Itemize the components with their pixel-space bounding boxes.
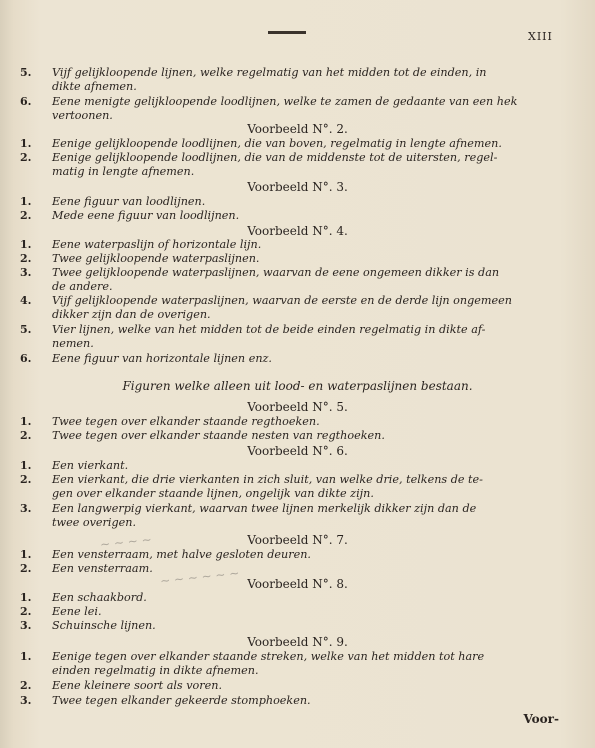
item-text: dikte afnemen.: [52, 80, 137, 93]
item-number: 2.: [20, 151, 32, 164]
item-number: 1.: [20, 415, 32, 428]
example-heading: Voorbeeld N°. 2.: [247, 122, 348, 136]
item-number: 2.: [20, 252, 32, 265]
item-text: Eene figuur van loodlijnen.: [52, 195, 206, 208]
item-text: Eenige gelijkloopende loodlijnen, die van de middenste tot de uitersten, regel-: [52, 151, 498, 164]
example-heading: Voorbeeld N°. 6.: [247, 444, 348, 458]
item-text: matig in lengte afnemen.: [52, 165, 195, 178]
item-text: Twee gelijkloopende waterpaslijnen.: [52, 252, 260, 265]
item-text: Eene waterpaslijn of horizontale lijn.: [52, 238, 262, 251]
item-number: 2.: [20, 679, 32, 692]
item-text: Eene lei.: [52, 605, 102, 618]
catchword: Voor-: [523, 712, 559, 726]
item-text: Twee tegen over elkander staande nesten van regthoeken.: [52, 429, 385, 442]
item-number: 2.: [20, 562, 32, 575]
item-number: 1.: [20, 238, 32, 251]
item-text: Eenige tegen over elkander staande streken, welke van het midden tot hare: [52, 650, 485, 663]
item-text: vertoonen.: [52, 109, 113, 122]
header-rule: [268, 31, 306, 34]
item-number: 1.: [20, 137, 32, 150]
item-number: 3.: [20, 694, 32, 707]
item-text: Een vierkant, die drie vierkanten in zich sluit, van welke drie, telkens de te-: [52, 473, 483, 486]
item-number: 1.: [20, 548, 32, 561]
item-text: Vier lijnen, welke van het midden tot de beide einden regelmatig in dikte af-: [52, 323, 486, 336]
item-text: de andere.: [52, 280, 113, 293]
example-heading: Voorbeeld N°. 7.: [247, 533, 348, 547]
item-number: 3.: [20, 266, 32, 279]
item-text: Mede eene figuur van loodlijnen.: [52, 209, 240, 222]
item-number: 3.: [20, 502, 32, 515]
item-text: Een vierkant.: [52, 459, 129, 472]
item-number: 1.: [20, 591, 32, 604]
item-text: Schuinsche lijnen.: [52, 619, 156, 632]
item-number: 6.: [20, 352, 32, 365]
item-number: 2.: [20, 605, 32, 618]
item-text: Eene menigte gelijkloopende loodlijnen, welke te zamen de gedaante van een hek: [52, 95, 518, 108]
page-number: XIII: [528, 30, 553, 43]
item-number: 2.: [20, 429, 32, 442]
item-number: 5.: [20, 66, 32, 79]
item-text: Twee tegen elkander gekeerde stomphoeken.: [52, 694, 311, 707]
item-number: 6.: [20, 95, 32, 108]
example-heading: Voorbeeld N°. 4.: [247, 224, 348, 238]
section-heading: Figuren welke alleen uit lood- en waterpaslijnen bestaan.: [122, 379, 473, 393]
item-number: 4.: [20, 294, 32, 307]
item-number: 5.: [20, 323, 32, 336]
item-text: Eene kleinere soort als voren.: [52, 679, 223, 692]
item-text: gen over elkander staande lijnen, ongelijk van dikte zijn.: [52, 487, 374, 500]
item-text: Twee gelijkloopende waterpaslijnen, waarvan de eene ongemeen dikker is dan: [52, 266, 500, 279]
item-text: Eene figuur van horizontale lijnen enz.: [52, 352, 272, 365]
item-text: Vijf gelijkloopende lijnen, welke regelmatig van het midden tot de einden, in: [52, 66, 487, 79]
item-text: nemen.: [52, 337, 94, 350]
item-text: Een vensterraam.: [52, 562, 153, 575]
item-text: Twee tegen over elkander staande regthoeken.: [52, 415, 320, 428]
item-text: einden regelmatig in dikte afnemen.: [52, 664, 259, 677]
item-text: Een langwerpig vierkant, waarvan twee lijnen merkelijk dikker zijn dan de: [52, 502, 477, 515]
item-text: twee overigen.: [52, 516, 137, 529]
item-number: 3.: [20, 619, 32, 632]
item-text: Een schaakbord.: [52, 591, 147, 604]
item-text: Vijf gelijkloopende waterpaslijnen, waarvan de eerste en de derde lijn ongemeen: [52, 294, 512, 307]
example-heading: Voorbeeld N°. 3.: [247, 180, 348, 194]
example-heading: Voorbeeld N°. 5.: [247, 400, 348, 414]
item-number: 2.: [20, 473, 32, 486]
item-text: dikker zijn dan de overigen.: [52, 308, 211, 321]
example-heading: Voorbeeld N°. 8.: [247, 577, 348, 591]
pencil-annotation: ~ ~ ~ ~ ~ ~: [159, 565, 240, 589]
item-text: Een vensterraam, met halve gesloten deuren.: [52, 548, 311, 561]
item-number: 2.: [20, 209, 32, 222]
item-number: 1.: [20, 650, 32, 663]
example-heading: Voorbeeld N°. 9.: [247, 635, 348, 649]
item-text: Eenige gelijkloopende loodlijnen, die van boven, regelmatig in lengte afnemen.: [52, 137, 502, 150]
pencil-annotation: ~ ~ ~ ~: [99, 532, 153, 552]
item-number: 1.: [20, 195, 32, 208]
item-number: 1.: [20, 459, 32, 472]
